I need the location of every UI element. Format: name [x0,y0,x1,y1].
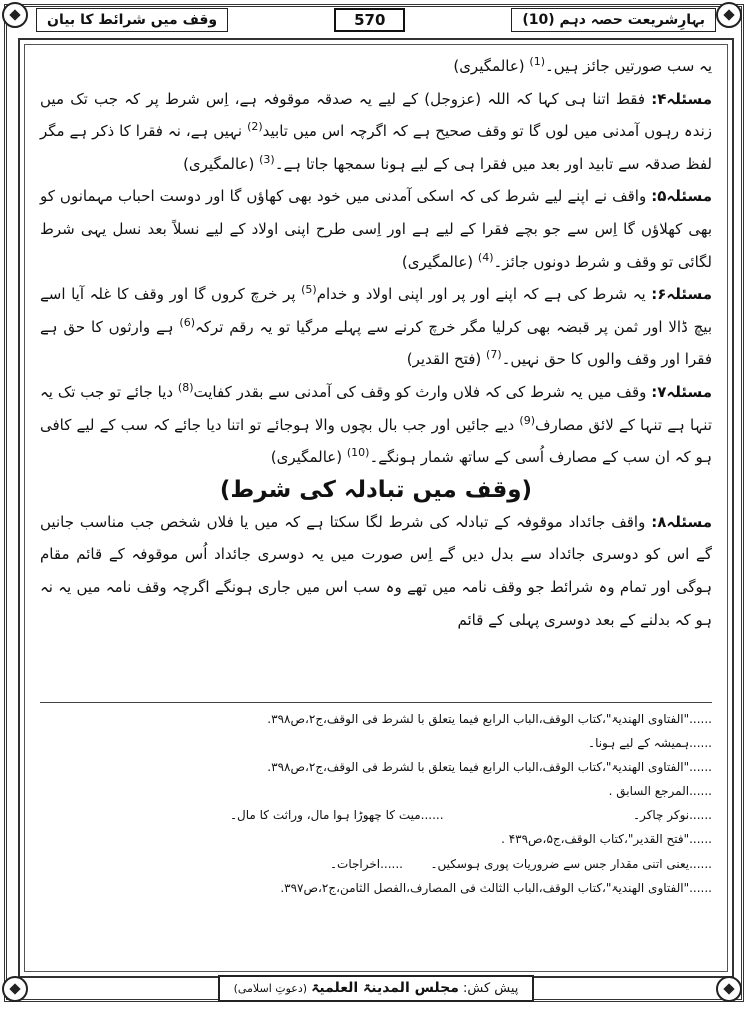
source: (عالمگیری) [401,252,478,271]
masala-7 [40,376,712,474]
footnote [40,731,712,755]
text: دیے جائیں اور جب بال بچوں والا ہوجائے تو اتنا دیا جائے کہ سب کے لیے کافی ہو کہ ان سب کے مصارف اُسی کے ساتھ شمار ہونگے۔ [40,415,712,467]
footnote-ref: (7) [486,348,502,362]
masala-8 [40,506,712,636]
section-heading: (وقف میں تبادلہ کی شرط) [219,476,533,503]
chapter-title: وقف میں شرائط کا بیان [36,8,228,32]
text: واقف جائداد موقوفہ کے تبادلہ کی شرط لگا سکتا ہے کہ میں یا فلاں شخص جب مناسب جانیں گے اس کو دوسری جائداد سے بدل دیں گے اِس صورت میں یہ دوسری جائداد اُس موقوفہ کے قائم مقام ہوگی اور تمام وہ شرائط جو وقف نامہ میں تھے وہ سب اس میں جاری ہونگے اگرچہ وقف نامہ میں یہ نہ ہو کہ بدلنے کے بعد دوسری پہلی کے قائم [40,512,712,629]
footnote-ref: (10) [346,446,370,460]
footnote-ref: (5) [301,283,317,297]
footnote [40,779,712,803]
footnote [40,707,712,731]
footnote-text: ......نوکر چاکر۔ [632,808,712,823]
source: (فتح القدیر) [406,350,487,369]
footnote-ref: (1) [529,55,545,68]
footnote-ref: (4) [477,250,494,264]
text: نہیں ہے، نہ فقرا کا ذکر ہے مگر لفظ صدقہ سے تابید اور بعد میں فقرا ہی کے لیے ہونا سمجھا جاتا ہے۔ [40,122,712,173]
page-footer [0,975,752,1002]
masala-label: مسئلہ۴: [651,89,712,108]
text: واقف نے اپنے لیے شرط کی کہ اسکی آمدنی میں خود بھی کھاؤں گا اور دوست احباب مہمانوں کو بھی کھلاؤں گا اِس سے جو بچے فقرا کے لیے ہے اور اِسی طرح اپنی اولاد کے لیے نسلاً بعد نسل یہی شرط لگائی تو وقف و شرط دونوں جائز۔ [40,187,712,271]
masala-label: مسئلہ۵: [651,187,712,206]
footnote-extra: ......اخراجات۔ [330,856,403,871]
footnotes [40,702,712,900]
publisher-name: مجلس المدینۃ العلمیۃ [311,980,459,996]
footnote-text: ......"فتح القدیر"،کتاب الوقف،ج۵،ص۴۳۹ . [501,832,712,847]
source: (عالمگیری) [183,154,260,173]
corner-ornament-icon [2,2,28,28]
footnote-ref: (8) [177,380,194,394]
footnote [40,755,712,779]
page-header [36,7,716,33]
source: (عالمگیری) [270,448,347,467]
footnote-text: ......المرجع السابق . [608,784,712,799]
footnote-text: ......"الفتاوی الھندیۃ"،کتاب الوقف،الباب الثالث فی المصارف،الفصل الثامن،ج۲،ص۳۹۷. [280,880,712,895]
footnote-ref: (3) [259,152,275,166]
text: یہ سب صورتیں جائز ہیں۔ [545,57,712,75]
footnote-extra: ......میت کا چھوڑا ہوا مال، وراثت کا مال۔ [230,808,444,823]
footer-prefix: پیش کش: [463,981,519,996]
corner-ornament-icon [716,2,742,28]
source: (عالمگیری) [453,57,530,75]
paragraph [40,50,712,83]
main-text [40,50,712,636]
footnote [40,803,712,827]
masala-label: مسئلہ۷: [651,382,712,401]
masala-6 [40,278,712,376]
text: دیا جائے تو جب تک یہ تنہا ہے تنہا کے لائق مصارف [40,382,712,434]
masala-5 [40,180,712,278]
footnote [40,876,712,900]
text: وقف میں یہ شرط کی کہ فلاں وارث کو وقف کی آمدنی سے بقدر کفایت [193,382,652,401]
footnote-ref: (6) [179,315,196,329]
footnote-text: ......"الفتاوی الھندیۃ"،کتاب الوقف،الباب الرابع فیما یتعلق با لشرط فی الوقف،ج۲،ص۳۹۸. [267,760,712,775]
page-number: 570 [334,8,405,32]
footnote-ref: (2) [247,120,263,134]
publisher-sub: (دعوتِ اسلامی) [233,982,308,995]
masala-4 [40,83,712,181]
masala-label: مسئلہ۸: [651,512,712,531]
footnote-text: ......ہمیشہ کے لیے ہونا۔ [588,736,712,751]
footnote-text: ......"الفتاوی الھندیۃ"،کتاب الوقف،الباب الرابع فیما یتعلق با لشرط فی الوقف،ج۲،ص۳۹۸. [267,712,712,726]
footnote [40,827,712,851]
text: یہ شرط کی ہے کہ اپنے اور پر اور اپنی اولاد و خدام [316,285,652,304]
text: فقط اتنا ہی کہا کہ اللہ (عزوجل) کے لیے یہ صدقہ موقوفہ ہے، اِس شرط پر کہ جب تک میں زندہ رہوں آمدنی میں لوں گا تو وقف صحیح ہے کہ اگرچہ اس میں تابید [40,89,712,141]
masala-label: مسئلہ۶: [651,285,712,304]
book-title: بہارِشریعت حصہ دہم (10) [511,8,716,32]
footnote [40,852,712,876]
footnote-ref: (9) [519,413,535,427]
footnote-text: ......یعنی اتنی مقدار جس سے ضروریات پوری ہوسکیں۔ [430,856,712,871]
publisher-box [218,975,535,1002]
text: ہے وارثوں کا حق ہے فقرا اور وقف والوں کا حق نہیں۔ [40,317,712,369]
text: پر خرچ کروں گا اور وقف کا غلہ آیا اسے بیچ ڈالا اور ثمن پر قبضہ بھی کرلیا مگر خرچ کرنے سے پہلے مرگیا تو یہ رقم ترکہ [40,285,712,336]
